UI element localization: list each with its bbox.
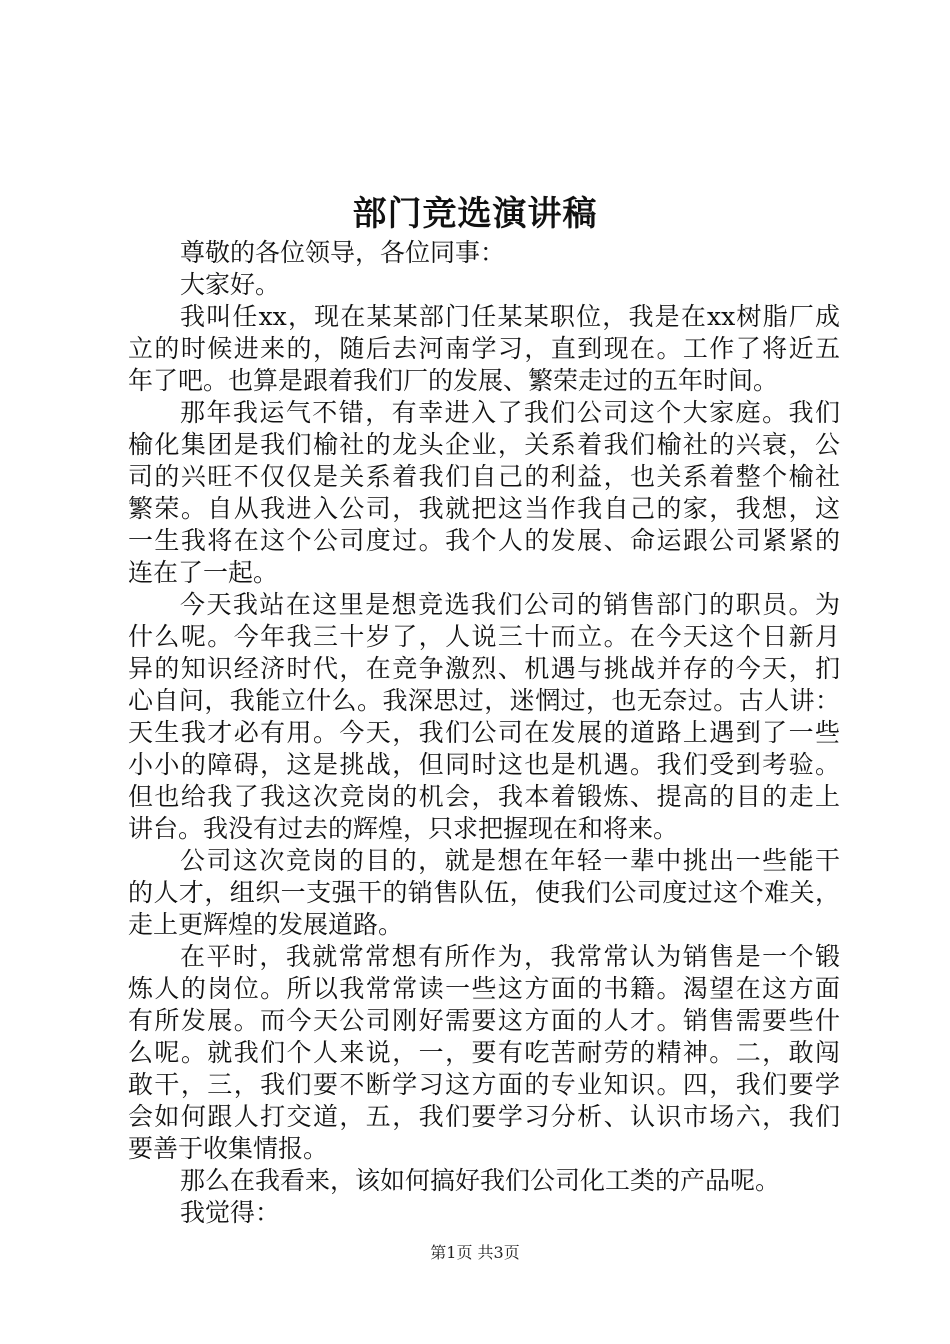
text-line: 大家好。 xyxy=(180,270,281,299)
document-body xyxy=(128,237,840,1229)
text-line: 年了吧。也算是跟着我们厂的发展、繁荣走过的五年时间。 xyxy=(128,366,779,395)
text-line: 异的知识经济时代，在竞争激烈、机遇与挑战并存的今天，扪 xyxy=(128,654,840,683)
paragraph xyxy=(128,845,840,941)
text-line: 小小的障碍，这是挑战，但同时这也是机遇。我们受到考验。 xyxy=(128,750,840,779)
text-line: 讲台。我没有过去的辉煌，只求把握现在和将来。 xyxy=(128,814,679,843)
paragraph xyxy=(128,237,840,269)
text-line: 在平时，我就常常想有所作为，我常常认为销售是一个锻 xyxy=(180,942,840,971)
text-line: 公司这次竞岗的目的，就是想在年轻一辈中挑出一些能干 xyxy=(180,846,840,875)
paragraph xyxy=(128,397,840,589)
paragraph xyxy=(128,589,840,845)
paragraph xyxy=(128,941,840,1165)
text-line: 有所发展。而今天公司刚好需要这方面的人才。销售需要些什 xyxy=(128,1006,840,1035)
text-line: 连在了一起。 xyxy=(128,558,279,587)
text-line: 那么在我看来，该如何搞好我们公司化工类的产品呢。 xyxy=(180,1166,781,1195)
paragraph xyxy=(128,1197,840,1229)
text-line: 天生我才必有用。今天，我们公司在发展的道路上遇到了一些 xyxy=(128,718,840,747)
page-footer: 第1页 共3页 xyxy=(430,1243,520,1262)
text-line: 心自问，我能立什么。我深思过，迷惘过，也无奈过。古人讲： xyxy=(128,686,840,715)
page-title: 部门竞选演讲稿 xyxy=(352,194,598,234)
text-line: 我觉得： xyxy=(180,1198,281,1227)
text-line: 么呢。就我们个人来说，一，要有吃苦耐劳的精神。二，敢闯 xyxy=(128,1038,840,1067)
text-line: 司的兴旺不仅仅是关系着我们自己的利益，也关系着整个榆社 xyxy=(128,462,840,491)
text-line: 敢干，三，我们要不断学习这方面的专业知识。四，我们要学 xyxy=(128,1070,840,1099)
text-line: 走上更辉煌的发展道路。 xyxy=(128,910,404,939)
text-line: 的人才，组织一支强干的销售队伍，使我们公司度过这个难关， xyxy=(128,878,840,907)
paragraph xyxy=(128,301,840,397)
text-line: 立的时候进来的，随后去河南学习，直到现在。工作了将近五 xyxy=(128,334,840,363)
text-line: 今天我站在这里是想竞选我们公司的销售部门的职员。为 xyxy=(180,590,840,619)
text-line: 会如何跟人打交道，五，我们要学习分析、认识市场六，我们 xyxy=(128,1102,840,1131)
paragraph xyxy=(128,269,840,301)
text-line: 炼人的岗位。所以我常常读一些这方面的书籍。渴望在这方面 xyxy=(128,974,840,1003)
text-line: 那年我运气不错，有幸进入了我们公司这个大家庭。我们 xyxy=(180,398,840,427)
text-line: 一生我将在这个公司度过。我个人的发展、命运跟公司紧紧的 xyxy=(128,526,840,555)
text-line: 榆化集团是我们榆社的龙头企业，关系着我们榆社的兴衰，公 xyxy=(128,430,840,459)
text-line: 我叫任xx，现在某某部门任某某职位，我是在xx树脂厂成 xyxy=(180,302,840,331)
paragraph xyxy=(128,1165,840,1197)
text-line: 繁荣。自从我进入公司，我就把这当作我自己的家，我想，这 xyxy=(128,494,840,523)
text-line: 尊敬的各位领导，各位同事： xyxy=(180,238,506,267)
text-line: 要善于收集情报。 xyxy=(128,1134,329,1163)
text-line: 但也给我了我这次竞岗的机会，我本着锻炼、提高的目的走上 xyxy=(128,782,840,811)
text-line: 什么呢。今年我三十岁了，人说三十而立。在今天这个日新月 xyxy=(128,622,840,651)
